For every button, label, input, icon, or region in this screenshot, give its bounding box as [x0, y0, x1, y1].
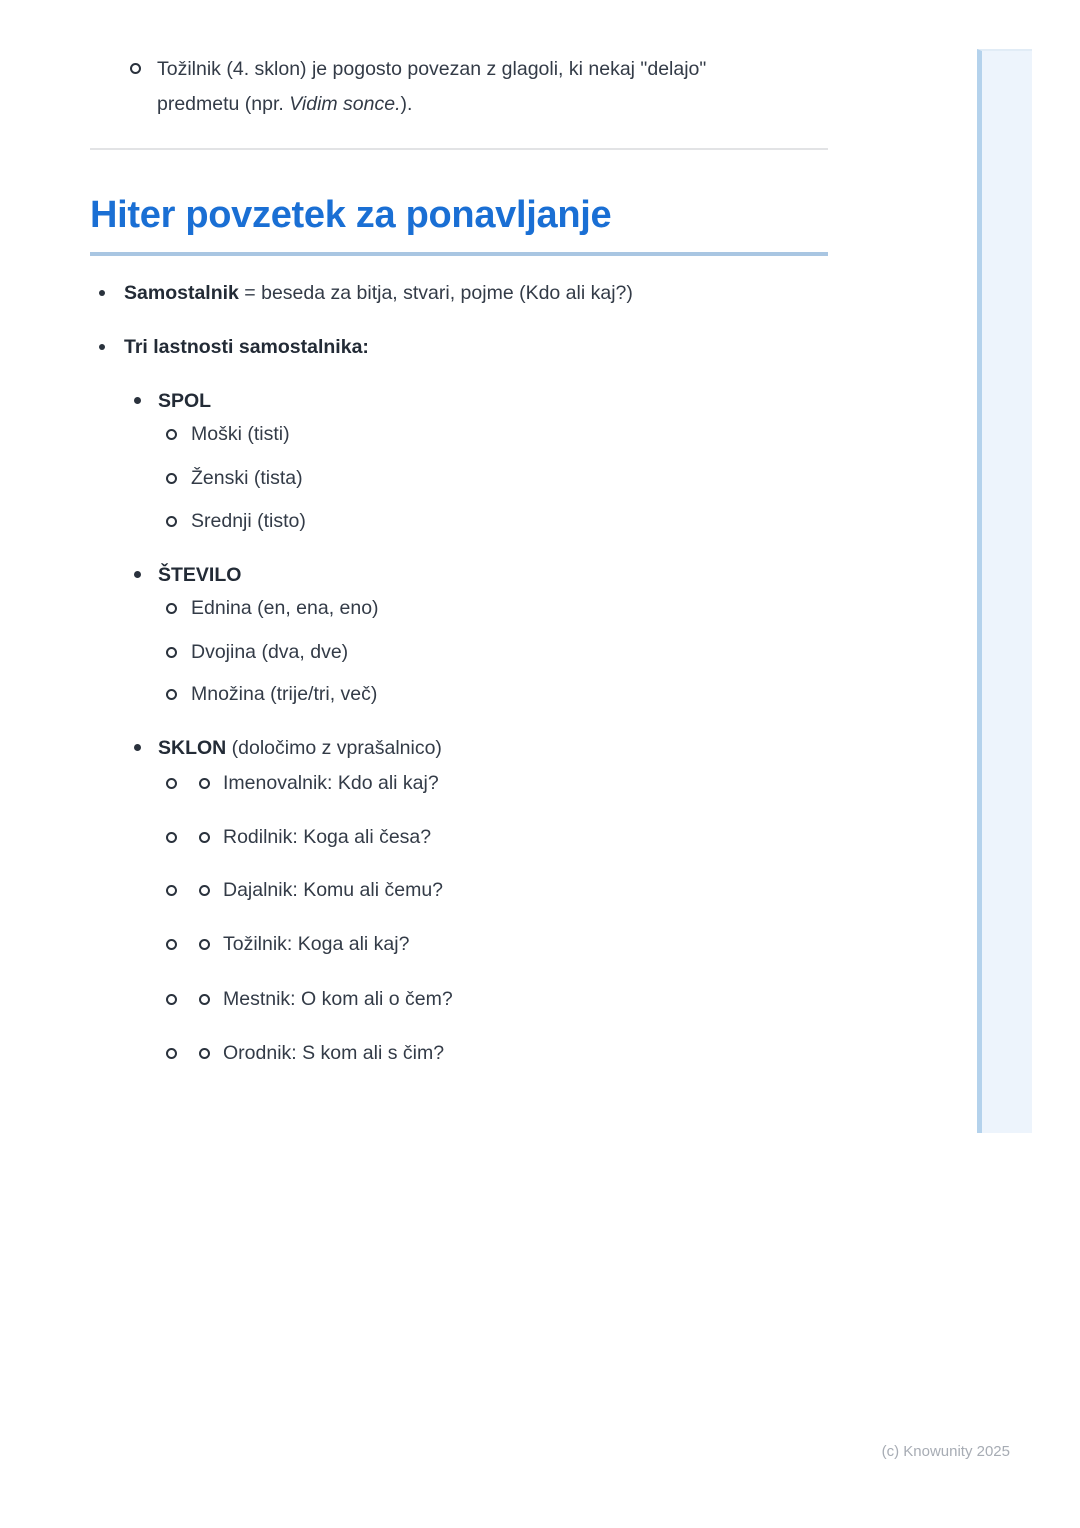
- list-item-text: Rodilnik: Koga ali česa?: [223, 826, 432, 848]
- intro-line-2-prefix: predmetu (npr.: [157, 93, 290, 115]
- sklon-label-line: [158, 736, 442, 760]
- stevilo-label: ŠTEVILO: [158, 564, 242, 586]
- scrollbar[interactable]: [977, 49, 1032, 1133]
- list-item: [0, 736, 1080, 762]
- circle-bullet-icon: [166, 1048, 177, 1059]
- circle-bullet-icon: [166, 994, 177, 1005]
- circle-bullet-icon: [199, 832, 210, 843]
- page-title: Hiter povzetek za ponavljanje: [90, 194, 612, 236]
- list-item-text: Moški (tisti): [191, 423, 290, 445]
- list-item: [0, 987, 1080, 1013]
- list-item: [0, 932, 1080, 958]
- circle-bullet-icon: [199, 885, 210, 896]
- list-item-text: Tožilnik: Koga ali kaj?: [223, 933, 410, 955]
- list-item-text: Imenovalnik: Kdo ali kaj?: [223, 772, 439, 794]
- list-item: [0, 422, 1080, 448]
- circle-bullet-icon: [166, 939, 177, 950]
- bullet-icon: [134, 397, 141, 404]
- spol-label: SPOL: [158, 390, 212, 412]
- list-item: [0, 389, 1080, 415]
- circle-bullet-icon: [166, 778, 177, 789]
- circle-bullet-icon: [199, 778, 210, 789]
- term-samostalnik-definition: = beseda za bitja, stvari, pojme (Kdo ali kaj?): [238, 282, 633, 304]
- list-item-text: Ednina (en, ena, eno): [191, 597, 379, 619]
- circle-bullet-icon: [130, 63, 141, 74]
- bullet-icon: [99, 290, 105, 296]
- heading-underline: [90, 252, 828, 256]
- circle-bullet-icon: [166, 832, 177, 843]
- circle-bullet-icon: [166, 885, 177, 896]
- circle-bullet-icon: [166, 473, 177, 484]
- list-item: [0, 1041, 1080, 1067]
- circle-bullet-icon: [166, 689, 177, 700]
- list-item: [0, 466, 1080, 492]
- circle-bullet-icon: [166, 516, 177, 527]
- bullet-icon: [134, 744, 141, 751]
- sklon-label: SKLON: [158, 737, 227, 759]
- list-item: [0, 640, 1080, 666]
- list-item: [0, 596, 1080, 622]
- circle-bullet-icon: [199, 994, 210, 1005]
- copyright-text: (c) Knowunity 2025: [881, 1443, 1010, 1460]
- list-item: [0, 335, 1080, 361]
- term-samostalnik: Samostalnik: [124, 282, 239, 304]
- list-item: [0, 281, 1080, 307]
- list-item-text: [124, 281, 633, 305]
- list-item: [0, 771, 1080, 797]
- intro-line-2: [157, 92, 412, 116]
- list-item-text: Dajalnik: Komu ali čemu?: [223, 879, 444, 901]
- bullet-icon: [134, 571, 141, 578]
- intro-line-1: Tožilnik (4. sklon) je pogosto povezan z glagoli, ki nekaj "delajo": [157, 58, 707, 80]
- circle-bullet-icon: [166, 429, 177, 440]
- list-item: [0, 563, 1080, 589]
- list-item: [0, 682, 1080, 708]
- intro-line-2-suffix: ).: [400, 93, 413, 115]
- list-item-text: Ženski (tista): [191, 467, 303, 489]
- list-item-text: Orodnik: S kom ali s čim?: [223, 1042, 445, 1064]
- circle-bullet-icon: [199, 939, 210, 950]
- list-item: [0, 878, 1080, 904]
- section-divider: [90, 148, 828, 150]
- circle-bullet-icon: [166, 647, 177, 658]
- list-item-text: Množina (trije/tri, več): [191, 683, 378, 705]
- circle-bullet-icon: [199, 1048, 210, 1059]
- sklon-label-rest: (določimo z vprašalnico): [226, 737, 442, 759]
- list-item-text: Srednji (tisto): [191, 510, 306, 532]
- list-item-text: Dvojina (dva, dve): [191, 641, 349, 663]
- list-item-text: Tri lastnosti samostalnika:: [124, 336, 369, 358]
- bullet-icon: [99, 344, 105, 350]
- list-item: [0, 825, 1080, 851]
- list-item-text: Mestnik: O kom ali o čem?: [223, 988, 453, 1010]
- intro-line-2-italic: Vidim sonce.: [289, 93, 401, 115]
- list-item: [0, 509, 1080, 535]
- circle-bullet-icon: [166, 603, 177, 614]
